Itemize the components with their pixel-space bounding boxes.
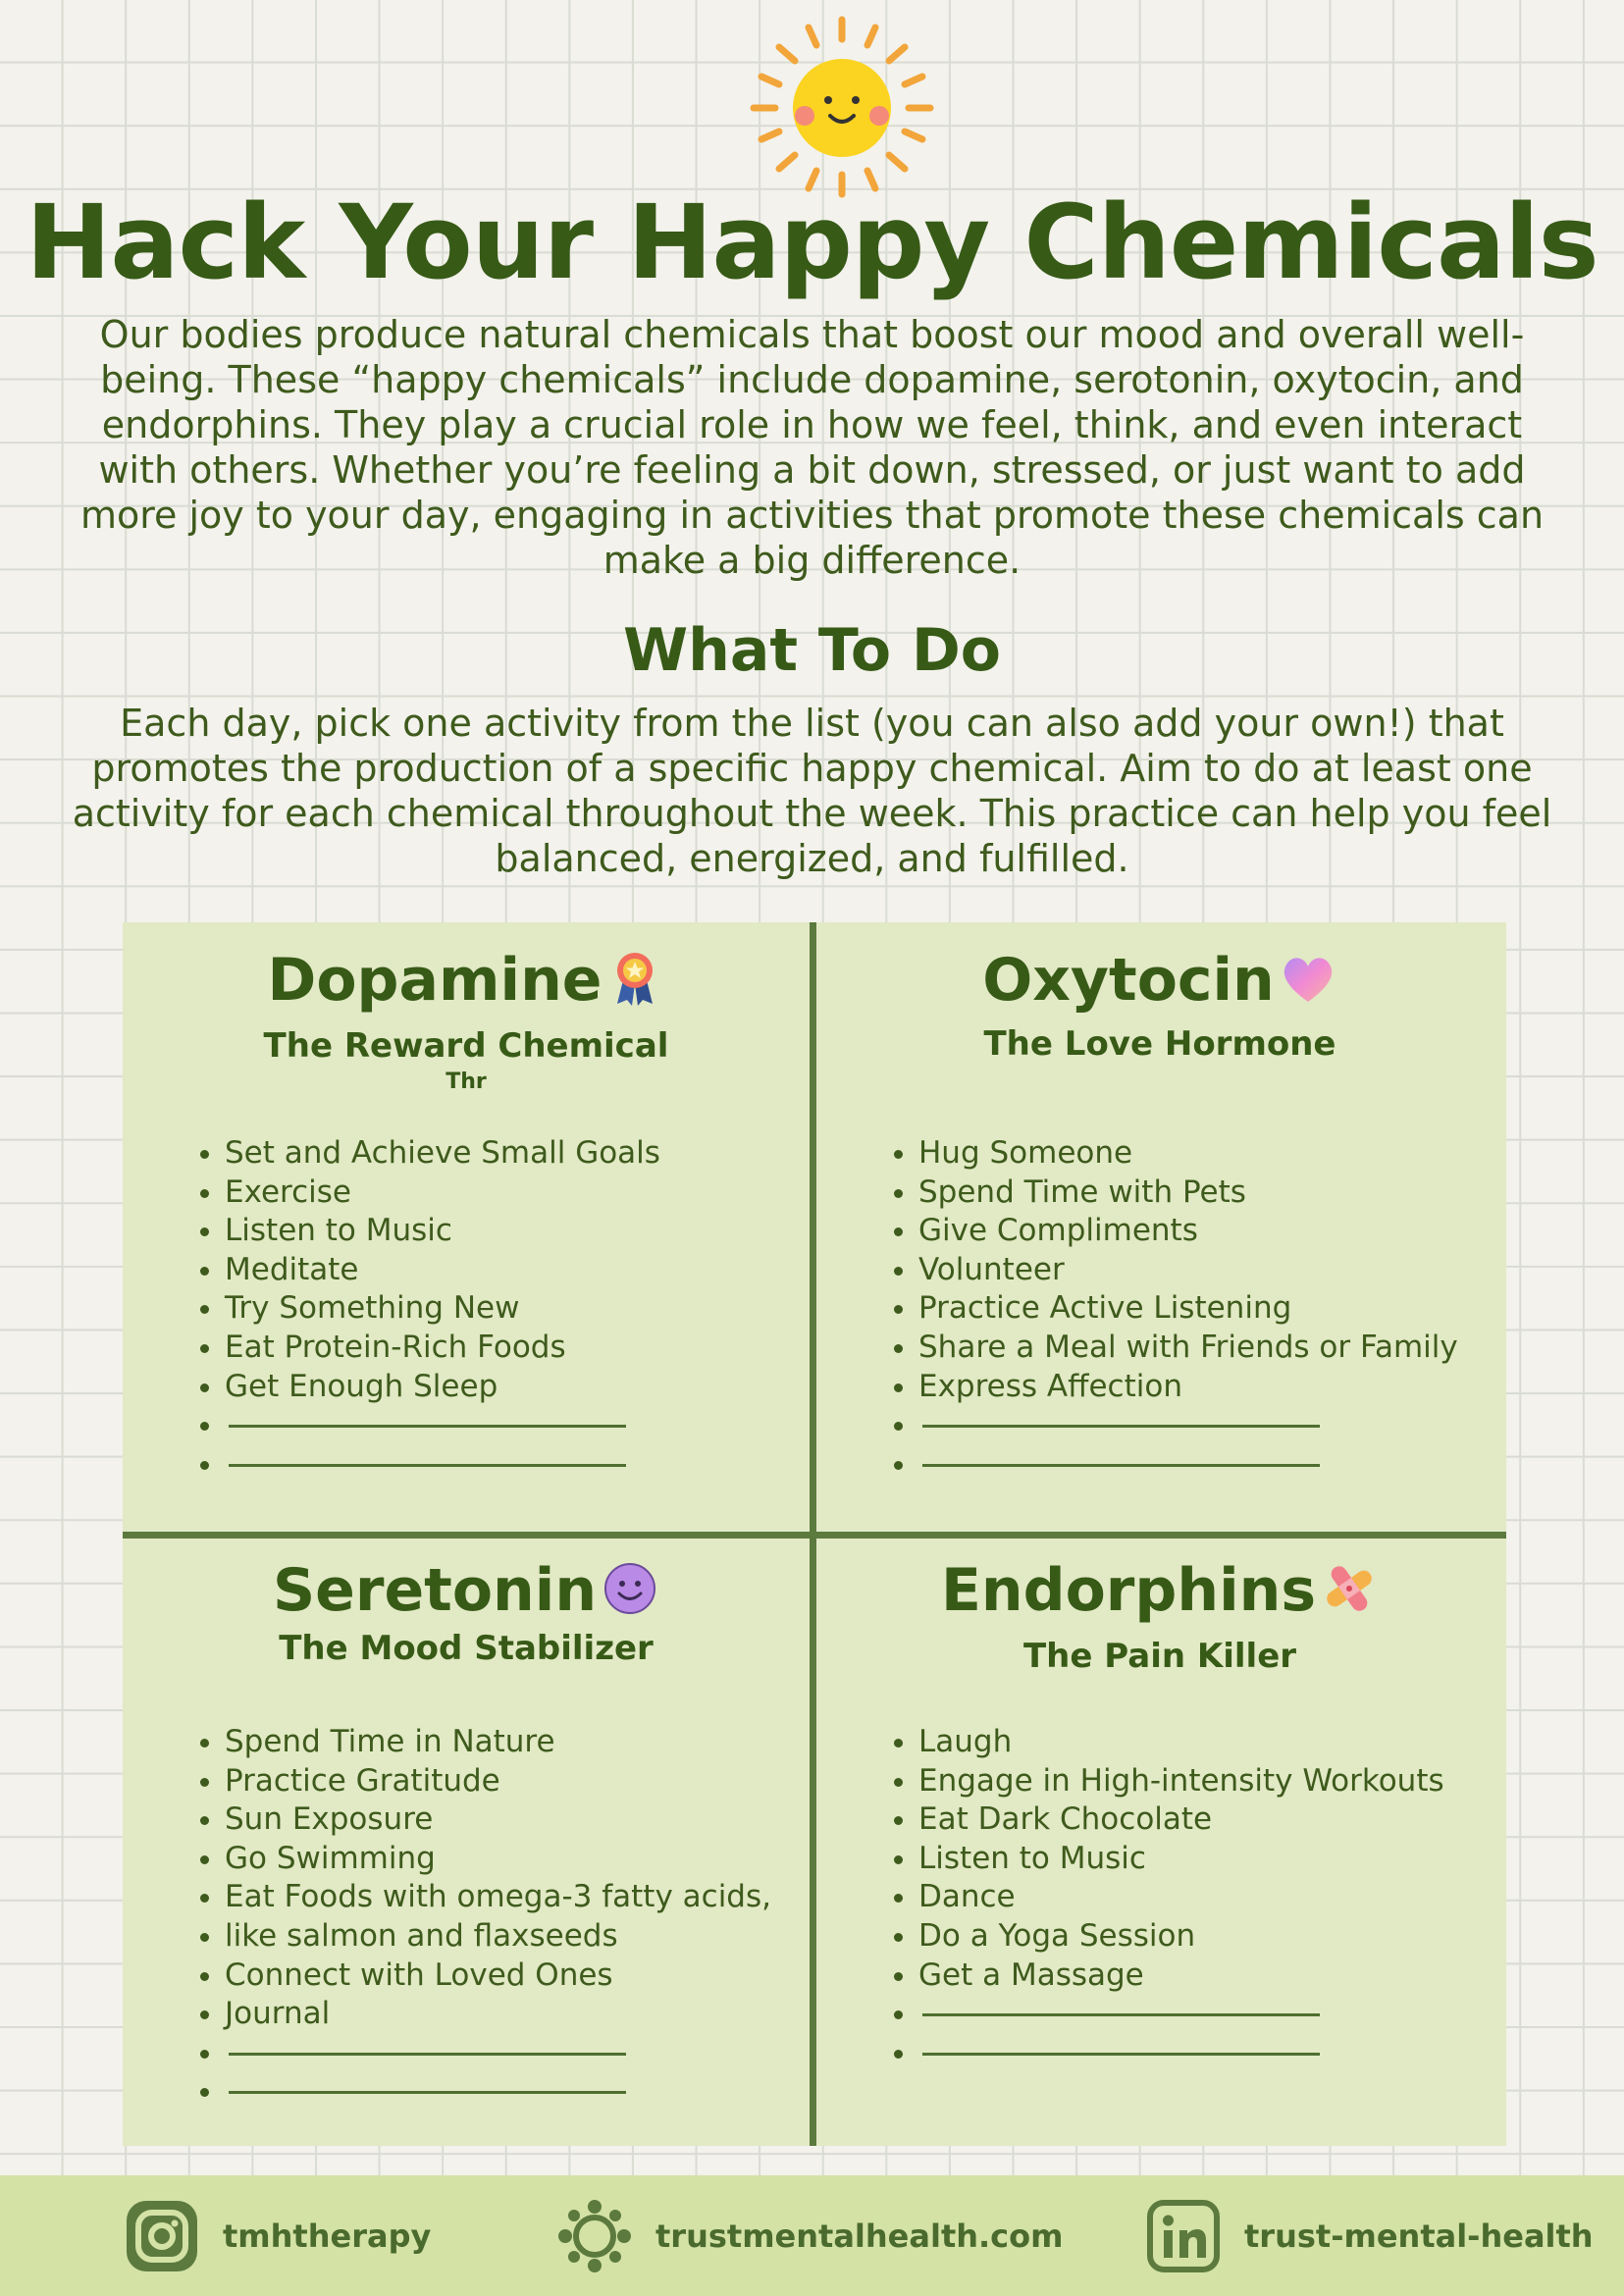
endorphins-header [816, 1556, 1503, 1625]
dopamine-subtitle: The Reward Chemical [263, 1026, 669, 1066]
seretonin-subtitle: The Mood Stabilizer [279, 1629, 654, 1668]
dopamine-header [123, 946, 810, 1015]
blank-activity-line[interactable] [918, 1445, 1458, 1485]
medal-icon [605, 949, 664, 1008]
list-item: • Eat Protein-Rich Foods [225, 1329, 660, 1368]
list-item: • Practice Gratitude [225, 1762, 771, 1801]
sun-illustration [744, 14, 940, 200]
instagram-handle: tmhtherapy [223, 2217, 432, 2255]
blank-activity-line[interactable] [918, 1406, 1458, 1445]
list-item: • Spend Time in Nature [225, 1723, 771, 1762]
list-item: • Practice Active Listening [918, 1289, 1458, 1329]
seretonin-section [123, 1539, 810, 2146]
list-item: • Go Swimming [225, 1840, 771, 1879]
endorphins-subtitle: The Pain Killer [1022, 1637, 1297, 1676]
list-item: • Do a Yoga Session [918, 1917, 1444, 1957]
list-item: • Spend Time with Pets [918, 1174, 1458, 1213]
seretonin-header [123, 1556, 810, 1625]
panel-divider-horizontal [123, 1532, 1506, 1539]
dopamine-note: Thr [445, 1070, 487, 1094]
seretonin-title: Seretonin [272, 1556, 598, 1625]
dopamine-main [123, 922, 810, 1531]
list-item: • Eat Foods with omega-3 fatty acids, [225, 1878, 771, 1917]
endorphins-title: Endorphins [940, 1556, 1317, 1625]
list-item: • Try Something New [225, 1289, 660, 1329]
list-item: • Hug Someone [918, 1134, 1458, 1174]
list-item: • Exercise [225, 1174, 660, 1213]
list-item: • Journal [225, 1995, 771, 2034]
instagram-link[interactable] [123, 2175, 431, 2296]
list-item: • Connect with Loved Ones [225, 1957, 771, 1996]
heart-icon [1279, 949, 1337, 1008]
blank-activity-line[interactable] [225, 1406, 660, 1445]
blank-activity-line[interactable] [918, 2034, 1444, 2073]
list-item: • Give Compliments [918, 1212, 1458, 1251]
list-item: • Laugh [918, 1723, 1444, 1762]
oxytocin-title: Oxytocin [982, 946, 1275, 1015]
list-item: • Listen to Music [918, 1840, 1444, 1879]
list-item: • Meditate [225, 1251, 660, 1290]
blank-activity-line[interactable] [225, 2072, 771, 2112]
list-item: • Set and Achieve Small Goals [225, 1134, 660, 1174]
people-circle-icon [555, 2197, 634, 2275]
smiley-icon [601, 1559, 659, 1618]
linkedin-link[interactable] [1144, 2175, 1594, 2296]
website-link[interactable] [555, 2175, 1063, 2296]
seretonin-activity-list [182, 1723, 771, 2112]
website-url: trustmentalhealth.com [655, 2217, 1064, 2255]
list-item: • Engage in High-intensity Workouts [918, 1762, 1444, 1801]
list-item: • Get a Massage [918, 1957, 1444, 1996]
endorphins-section [816, 1539, 1503, 2146]
oxytocin-section [816, 922, 1503, 1531]
what-to-do-heading: What To Do [622, 616, 1002, 685]
blank-activity-line[interactable] [225, 1445, 660, 1485]
list-item: • Sun Exposure [225, 1800, 771, 1840]
list-item: • Dance [918, 1878, 1444, 1917]
oxytocin-header [816, 946, 1503, 1015]
list-item: • Share a Meal with Friends or Family [918, 1329, 1458, 1368]
intro-text: Our bodies produce natural chemicals that boost our mood and overall well-being. These “happy chemicals” include dopamine, serotonin, oxytocin, and endorphins. They play a crucial role in how we feel, think, and even interact with others. Whether you’re feeling a bit down, stressed, or just want to add more joy to your day, engaging in activities that promote these chemicals can make a big difference. [79, 313, 1545, 582]
instagram-icon [123, 2197, 201, 2275]
page-title: Hack Your Happy Chemicals [26, 183, 1598, 302]
list-item: • Listen to Music [225, 1212, 660, 1251]
dopamine-activity-list [182, 1134, 660, 1484]
bandage-icon [1320, 1559, 1379, 1618]
blank-activity-line[interactable] [225, 2034, 771, 2073]
linkedin-handle: trust-mental-health [1244, 2217, 1594, 2255]
endorphins-activity-list [875, 1723, 1444, 2072]
list-item: • Volunteer [918, 1251, 1458, 1290]
dopamine-title-text: Dopamine [267, 946, 602, 1015]
footer [0, 2175, 1624, 2296]
list-item: • Eat Dark Chocolate [918, 1800, 1444, 1840]
list-item: • Get Enough Sleep [225, 1368, 660, 1407]
list-item: • Express Affection [918, 1368, 1458, 1407]
what-to-do-text: Each day, pick one activity from the list (you can also add your own!) that promotes the production of a specific happy chemical. Aim to do at least one activity for each chemical throughout the week. This practice can help you feel balanced, energized, and fulfilled. [72, 702, 1552, 880]
oxytocin-activity-list [875, 1134, 1458, 1484]
oxytocin-subtitle: The Love Hormone [983, 1024, 1336, 1064]
list-item: • like salmon and flaxseeds [225, 1917, 771, 1957]
linkedin-icon [1144, 2197, 1223, 2275]
blank-activity-line[interactable] [918, 1995, 1444, 2034]
